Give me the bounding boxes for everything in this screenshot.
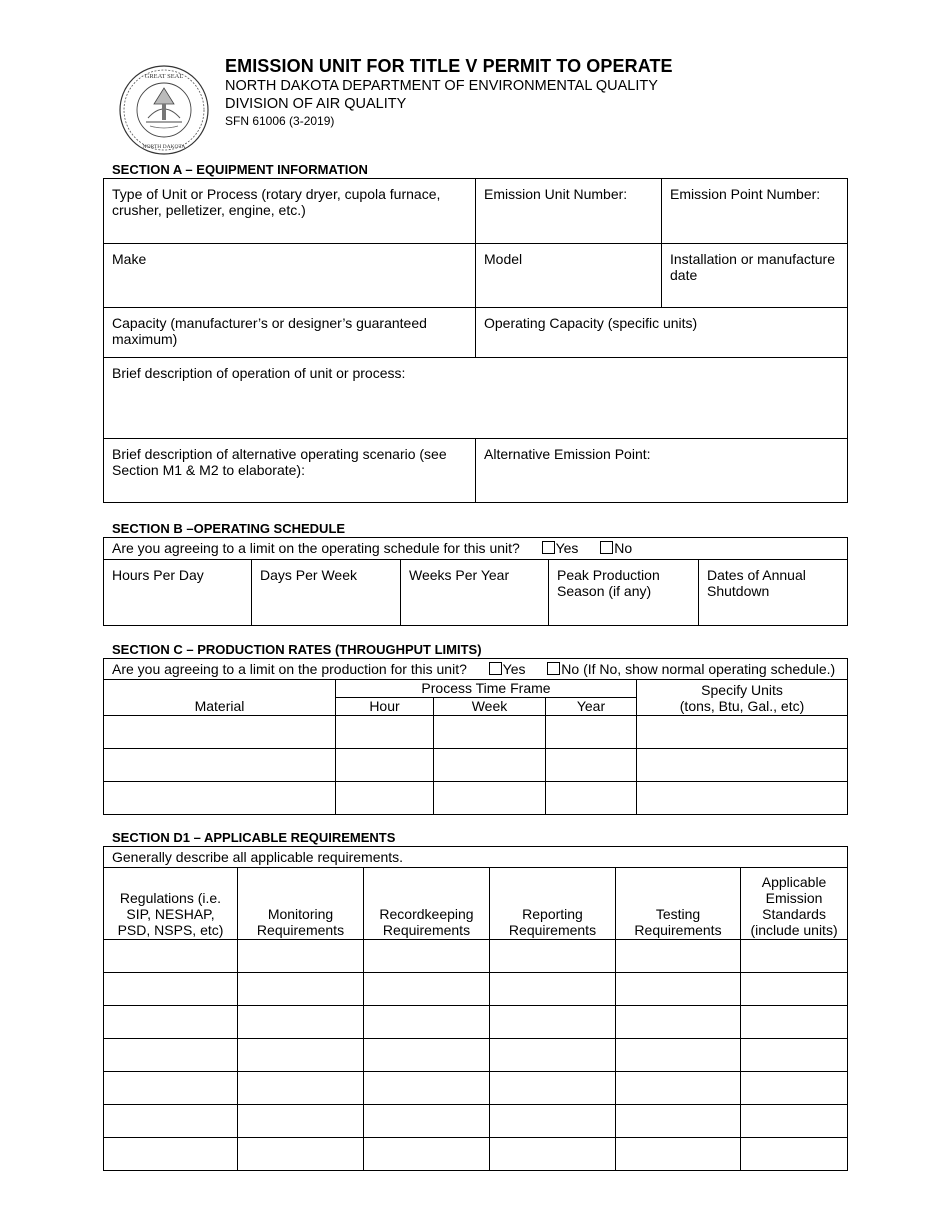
recordkeeping-cell[interactable] (364, 1105, 490, 1138)
reporting-cell[interactable] (490, 940, 616, 973)
testing-cell[interactable] (616, 1039, 741, 1072)
monitoring-cell[interactable] (238, 1138, 364, 1171)
reporting-header (490, 868, 616, 940)
emission-standards-cell[interactable] (741, 940, 848, 973)
days-per-week-field[interactable] (252, 560, 401, 626)
recordkeeping-cell[interactable] (364, 973, 490, 1006)
year-cell[interactable] (546, 749, 637, 782)
year-label: Year (576, 698, 606, 714)
emission-unit-number-field[interactable] (476, 179, 662, 244)
regulations-label: Regulations (i.e. SIP, NESHAP, PSD, NSPS, etc) (117, 890, 224, 938)
year-cell[interactable] (546, 716, 637, 749)
emission-standards-cell[interactable] (741, 1138, 848, 1171)
week-cell[interactable] (434, 782, 546, 815)
monitoring-header (238, 868, 364, 940)
material-cell[interactable] (104, 749, 336, 782)
recordkeeping-cell[interactable] (364, 1072, 490, 1105)
make-field[interactable] (104, 244, 476, 308)
reporting-cell[interactable] (490, 1039, 616, 1072)
annual-shutdown-field[interactable] (699, 560, 848, 626)
week-header (434, 698, 546, 716)
recordkeeping-cell[interactable] (364, 940, 490, 973)
testing-label: Testing Requirements (634, 906, 722, 938)
department-name: NORTH DAKOTA DEPARTMENT OF ENVIRONMENTAL QUALITY (225, 78, 658, 94)
specify-units-label: Specify Units (701, 682, 783, 698)
week-cell[interactable] (434, 749, 546, 782)
alt-emission-point-label: Alternative Emission Point: (484, 446, 651, 462)
process-time-frame-header (336, 680, 637, 698)
section-c-table (103, 658, 848, 815)
reporting-cell[interactable] (490, 973, 616, 1006)
hours-per-day-field[interactable] (104, 560, 252, 626)
emission-standards-cell[interactable] (741, 973, 848, 1006)
recordkeeping-cell[interactable] (364, 1138, 490, 1171)
operating-capacity-field[interactable] (476, 308, 848, 358)
emission-standards-header (741, 868, 848, 940)
operating-limit-yes-label: Yes (555, 540, 579, 556)
year-cell[interactable] (546, 782, 637, 815)
table-row (104, 973, 848, 1006)
section-a-table (103, 178, 848, 503)
emission-standards-cell[interactable] (741, 1105, 848, 1138)
units-cell[interactable] (637, 782, 848, 815)
production-limit-no-checkbox[interactable] (547, 662, 560, 675)
emission-standards-cell[interactable] (741, 1072, 848, 1105)
regulation-cell[interactable] (104, 1105, 238, 1138)
year-header (546, 698, 637, 716)
emission-standards-cell[interactable] (741, 1039, 848, 1072)
weeks-per-year-label: Weeks Per Year (409, 567, 510, 583)
weeks-per-year-field[interactable] (401, 560, 549, 626)
emission-point-number-label: Emission Point Number: (670, 186, 821, 202)
reporting-cell[interactable] (490, 1105, 616, 1138)
section-d1-heading: SECTION D1 – APPLICABLE REQUIREMENTS (112, 830, 396, 845)
form-title: EMISSION UNIT FOR TITLE V PERMIT TO OPERATE (225, 56, 673, 76)
table-row (104, 940, 848, 973)
annual-shutdown-label: Dates of Annual Shutdown (707, 567, 806, 599)
week-label: Week (471, 698, 508, 714)
capacity-field[interactable] (104, 308, 476, 358)
division-name: DIVISION OF AIR QUALITY (225, 96, 407, 112)
testing-cell[interactable] (616, 940, 741, 973)
model-label: Model (484, 251, 523, 267)
capacity-label: Capacity (manufacturer’s or designer’s guaranteed maximum) (112, 315, 427, 347)
install-date-field[interactable] (662, 244, 848, 308)
operating-limit-no-label: No (614, 540, 633, 556)
regulation-cell[interactable] (104, 1006, 238, 1039)
hour-cell[interactable] (336, 749, 434, 782)
material-label: Material (194, 698, 245, 714)
hour-cell[interactable] (336, 716, 434, 749)
operating-limit-question-row (104, 538, 848, 560)
hours-per-day-label: Hours Per Day (112, 567, 204, 583)
monitoring-cell[interactable] (238, 1105, 364, 1138)
make-label: Make (112, 251, 147, 267)
process-time-frame-label: Process Time Frame (421, 680, 551, 696)
regulations-header (104, 868, 238, 940)
specify-units-header (637, 680, 848, 716)
testing-cell[interactable] (616, 1138, 741, 1171)
week-cell[interactable] (434, 716, 546, 749)
production-limit-yes-checkbox[interactable] (489, 662, 502, 675)
monitoring-cell[interactable] (238, 1039, 364, 1072)
form-number: SFN 61006 (3-2019) (225, 114, 335, 128)
table-row (104, 1072, 848, 1105)
specify-units-examples: (tons, Btu, Gal., etc) (679, 698, 805, 714)
table-row (104, 782, 848, 815)
monitoring-cell[interactable] (238, 973, 364, 1006)
hour-label: Hour (369, 698, 400, 714)
section-a-heading: SECTION A – EQUIPMENT INFORMATION (112, 162, 368, 177)
state-seal-icon (118, 64, 210, 156)
regulation-cell[interactable] (104, 1138, 238, 1171)
svg-text:NORTH DAKOTA: NORTH DAKOTA (142, 144, 186, 150)
testing-cell[interactable] (616, 973, 741, 1006)
regulation-cell[interactable] (104, 1039, 238, 1072)
testing-cell[interactable] (616, 1105, 741, 1138)
peak-season-field[interactable] (549, 560, 699, 626)
recordkeeping-header (364, 868, 490, 940)
units-cell[interactable] (637, 749, 848, 782)
table-row (104, 1138, 848, 1171)
alt-scenario-field[interactable] (104, 439, 476, 503)
hour-header (336, 698, 434, 716)
table-row (104, 1006, 848, 1039)
section-d1-table (103, 846, 848, 1171)
alt-emission-point-field[interactable] (476, 439, 848, 503)
regulation-cell[interactable] (104, 940, 238, 973)
reporting-cell[interactable] (490, 1138, 616, 1171)
production-limit-question-row (104, 659, 848, 680)
table-row (104, 1105, 848, 1138)
recordkeeping-label: Recordkeeping Requirements (379, 906, 474, 938)
model-field[interactable] (476, 244, 662, 308)
regulation-cell[interactable] (104, 1072, 238, 1105)
alt-scenario-label: Brief description of alternative operating scenario (see Section M1 & M2 to elaborate): (112, 446, 447, 478)
type-of-unit-field[interactable] (104, 179, 476, 244)
monitoring-cell[interactable] (238, 940, 364, 973)
testing-cell[interactable] (616, 1006, 741, 1039)
requirements-instruction-row (104, 847, 848, 868)
section-b-table (103, 537, 848, 626)
brief-description-label: Brief description of operation of unit or process: (112, 365, 406, 381)
operating-limit-question: Are you agreeing to a limit on the operating schedule for this unit? (112, 540, 520, 556)
material-cell[interactable] (104, 716, 336, 749)
regulation-cell[interactable] (104, 973, 238, 1006)
production-limit-yes-label: Yes (502, 661, 526, 677)
operating-limit-yes-checkbox[interactable] (542, 541, 555, 554)
units-cell[interactable] (637, 716, 848, 749)
svg-text:GREAT SEAL: GREAT SEAL (144, 73, 184, 80)
monitoring-cell[interactable] (238, 1072, 364, 1105)
production-limit-no-label: No (If No, show normal operating schedule.) (561, 661, 836, 677)
reporting-label: Reporting Requirements (508, 906, 597, 938)
testing-header (616, 868, 741, 940)
monitoring-cell[interactable] (238, 1006, 364, 1039)
section-c-heading: SECTION C – PRODUCTION RATES (THROUGHPUT LIMITS) (112, 642, 482, 657)
operating-limit-no-checkbox[interactable] (600, 541, 613, 554)
monitoring-label: Monitoring Requirements (256, 906, 345, 938)
install-date-label: Installation or manufacture date (670, 251, 835, 283)
emission-standards-label: Applicable Emission Standards (include units) (750, 874, 838, 938)
reporting-cell[interactable] (490, 1006, 616, 1039)
material-header (104, 680, 336, 716)
recordkeeping-cell[interactable] (364, 1006, 490, 1039)
emission-standards-cell[interactable] (741, 1006, 848, 1039)
section-b-heading: SECTION B –OPERATING SCHEDULE (112, 521, 346, 536)
requirements-instruction: Generally describe all applicable requirements. (112, 849, 404, 865)
material-cell[interactable] (104, 782, 336, 815)
brief-description-field[interactable] (104, 358, 848, 439)
recordkeeping-cell[interactable] (364, 1039, 490, 1072)
type-of-unit-label: Type of Unit or Process (rotary dryer, cupola furnace, crusher, pelletizer, engine, etc.) (112, 186, 441, 218)
table-row (104, 749, 848, 782)
table-row (104, 716, 848, 749)
operating-capacity-label: Operating Capacity (specific units) (484, 315, 698, 331)
testing-cell[interactable] (616, 1072, 741, 1105)
emission-point-number-field[interactable] (662, 179, 848, 244)
peak-season-label: Peak Production Season (if any) (557, 567, 660, 599)
production-limit-question: Are you agreeing to a limit on the production for this unit? (112, 661, 467, 677)
hour-cell[interactable] (336, 782, 434, 815)
days-per-week-label: Days Per Week (260, 567, 357, 583)
table-row (104, 1039, 848, 1072)
reporting-cell[interactable] (490, 1072, 616, 1105)
emission-unit-number-label: Emission Unit Number: (484, 186, 628, 202)
